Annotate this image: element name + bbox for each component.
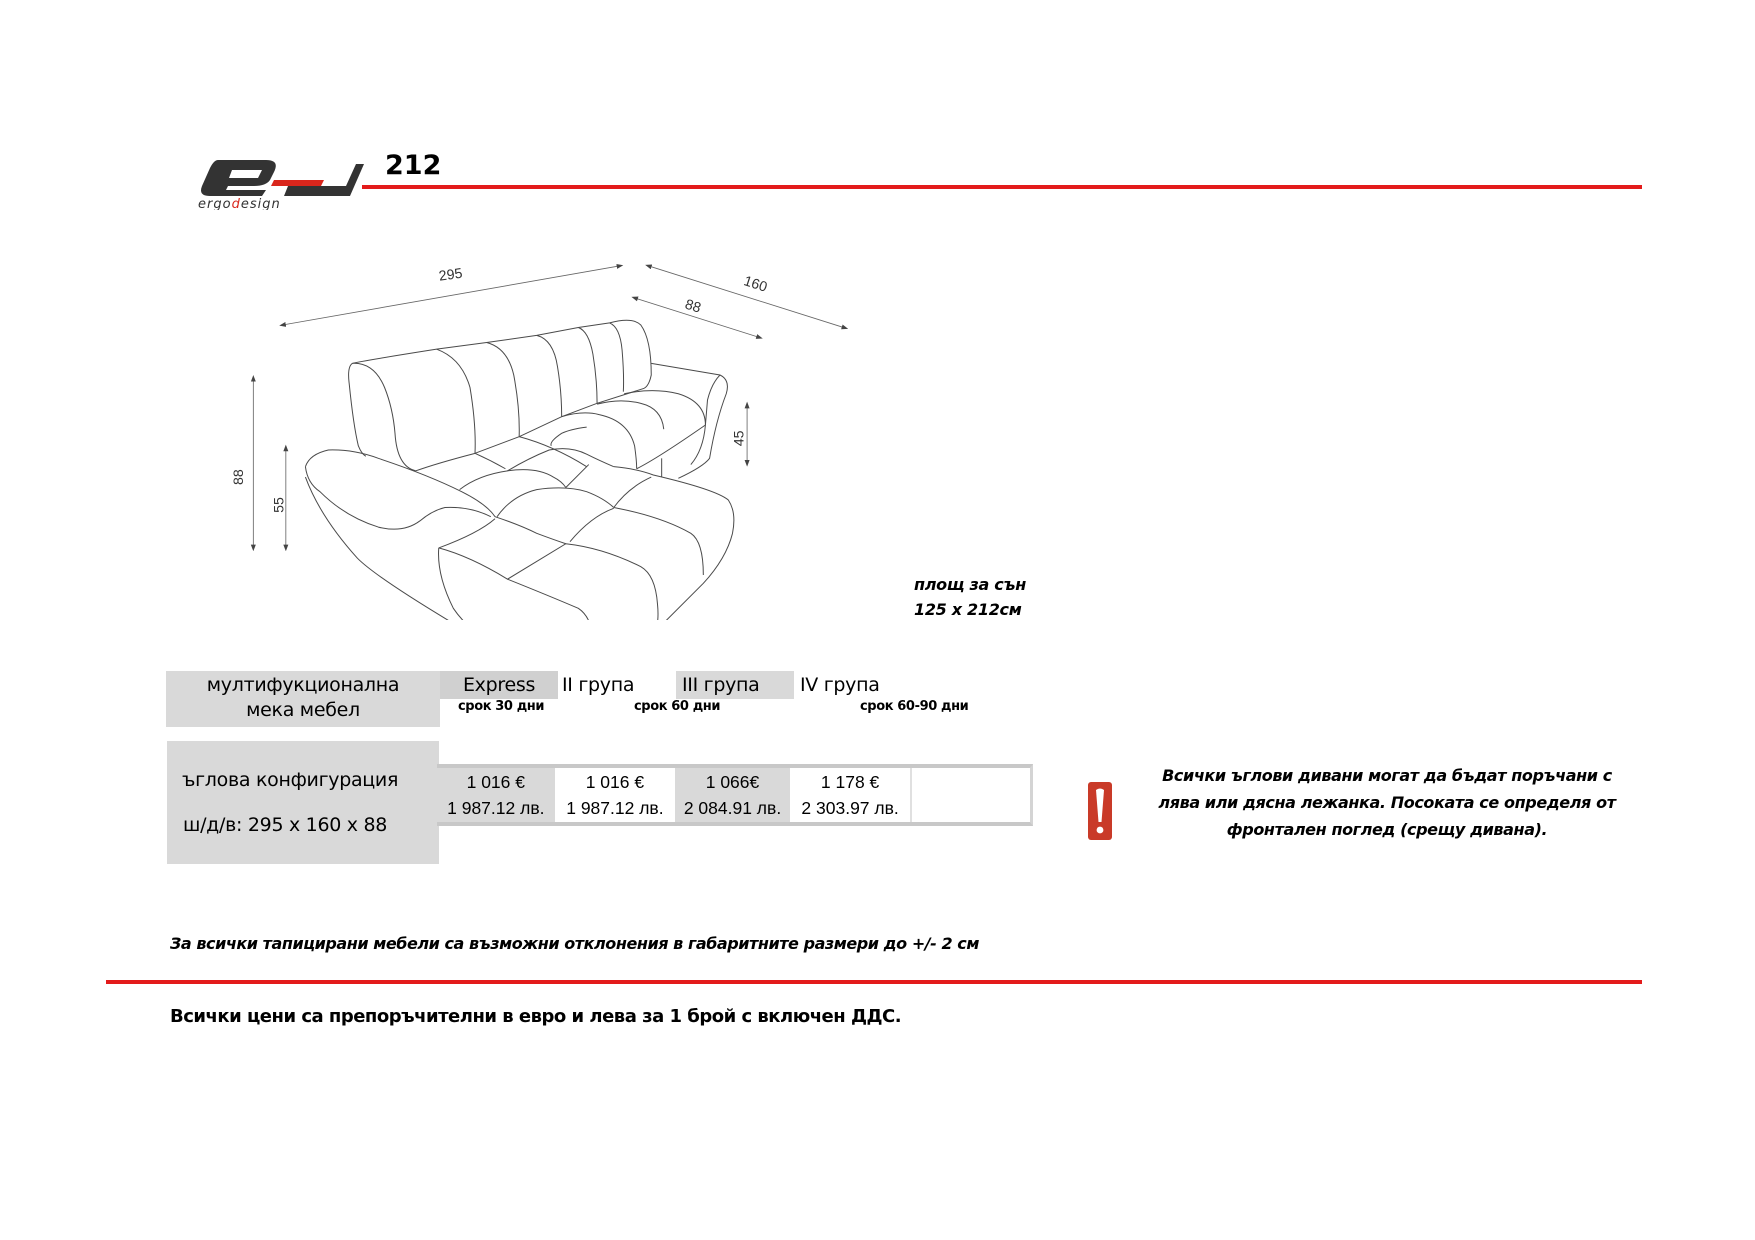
price-eur: 1 178 €	[820, 772, 880, 792]
dim-label-width: 295	[437, 265, 464, 285]
sofa-outline	[305, 320, 733, 620]
term-group-4: срок 60-90 дни	[860, 699, 969, 714]
group-4: IV група	[800, 674, 880, 696]
configuration-dimensions: ш/д/в: 295 х 160 х 88	[183, 814, 388, 836]
sleep-area	[914, 572, 1026, 622]
configuration-label	[167, 741, 439, 864]
category-line1: мултифукционална	[206, 674, 400, 696]
vat-note: Всички цени са препоръчителни в евро и лева за 1 брой с включен ДДС.	[170, 1006, 902, 1027]
term-groups-2-3: срок 60 дни	[634, 699, 721, 714]
price-cell-group-2	[555, 768, 676, 822]
header-divider	[362, 185, 1642, 189]
sofa-drawing-svg	[220, 250, 870, 620]
price-cell-group-3	[675, 768, 790, 822]
group-3: III група	[676, 671, 794, 699]
exclamation-glyph	[1088, 782, 1112, 840]
price-bgn: 2 303.97 лв.	[801, 798, 899, 818]
orientation-note: Всички ъглови дивани могат да бъдат поръчани с лява или дясна лежанка. Посоката се определя от фронтален поглед (срещу дивана).	[1158, 766, 1616, 839]
sofa-dimension-drawing	[220, 250, 870, 620]
dim-label-height: 88	[230, 469, 247, 485]
price-cell-group-4	[790, 768, 911, 822]
configuration-name: ъглова конфигурация	[182, 769, 399, 791]
price-cell-express	[437, 768, 555, 822]
price-cell-empty	[910, 768, 1030, 822]
price-eur: 1 066€	[705, 772, 760, 792]
logo-mark	[196, 152, 366, 210]
dim-label-arm-height: 55	[271, 497, 288, 513]
dim-label-seat-depth: 88	[682, 296, 703, 317]
sleep-area-label: площ за сън	[914, 575, 1026, 594]
price-bgn: 2 084.91 лв.	[683, 798, 782, 818]
tolerance-disclaimer: За всички тапицирани мебели са възможни отклонения в габаритните размери до +/- 2 см	[170, 934, 979, 953]
price-bgn: 1 987.12 лв.	[447, 798, 545, 818]
exclamation-icon	[1088, 782, 1112, 840]
group-express: Express	[440, 671, 558, 699]
category-line2: мека мебел	[246, 699, 360, 721]
price-bgn: 1 987.12 лв.	[566, 798, 664, 818]
dim-label-seat-height: 45	[731, 430, 748, 447]
logo-wordmark: ergodesign	[198, 197, 281, 210]
price-eur: 1 016 €	[466, 772, 525, 792]
model-number: 212	[385, 150, 442, 181]
price-eur: 1 016 €	[585, 772, 645, 792]
brand-logo	[196, 152, 366, 210]
dimension-lines	[253, 266, 845, 548]
group-2: II група	[562, 674, 635, 696]
term-express: срок 30 дни	[458, 699, 545, 714]
dim-label-depth: 160	[741, 273, 770, 296]
footer-divider	[106, 980, 1642, 984]
price-table	[437, 764, 1033, 826]
category-label	[166, 671, 440, 727]
sleep-area-size: 125 х 212см	[914, 600, 1022, 619]
